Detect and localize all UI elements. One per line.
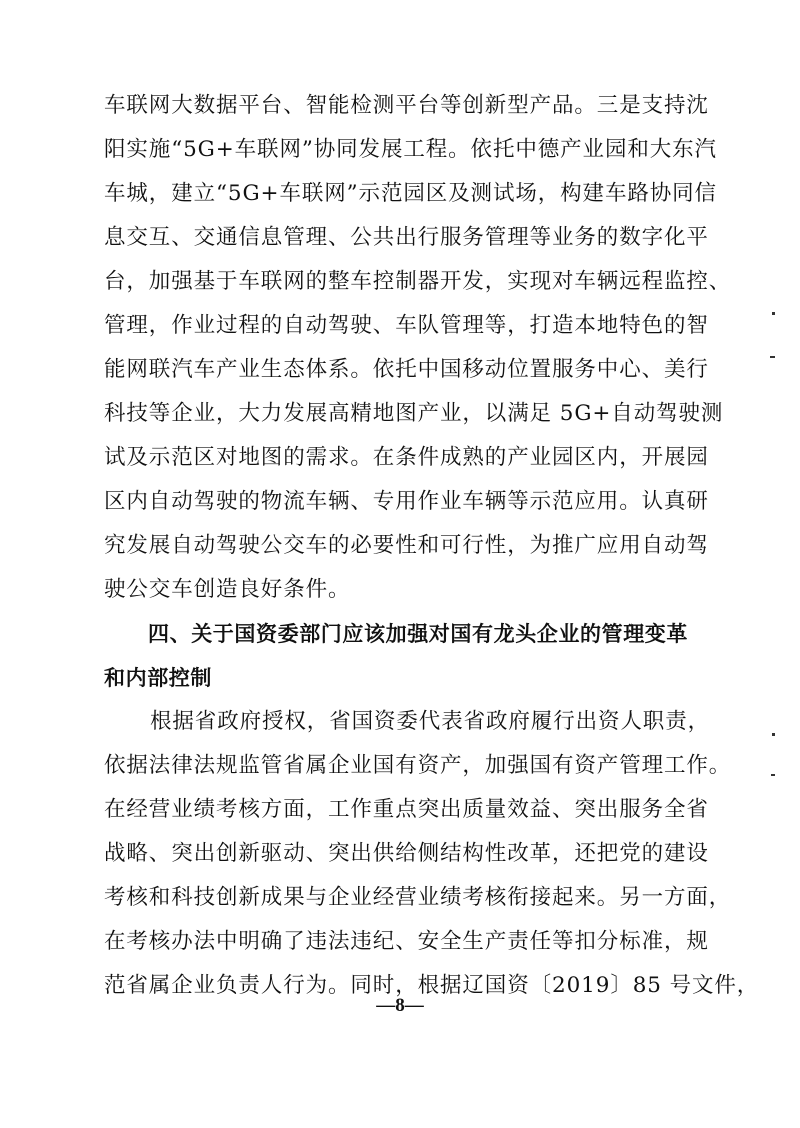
page-number: —8— — [376, 995, 424, 1016]
scan-mark — [772, 733, 775, 736]
paragraph-line: 管理，作业过程的自动驾驶、车队管理等，打造本地特色的智 — [104, 313, 709, 338]
paragraph-line: 台，加强基于车联网的整车控制器开发，实现对车辆远程监控、 — [104, 269, 732, 294]
section-heading: 四、关于国资委部门应该加强对国有龙头企业的管理变革 — [148, 622, 688, 646]
paragraph-line: 能网联汽车产业生态体系。依托中国移动位置服务中心、美行 — [104, 357, 709, 382]
paragraph-line: 战略、突出创新驱动、突出供给侧结构性改革，还把党的建设 — [104, 841, 709, 866]
paragraph-line: 范省属企业负责人行为。同时，根据辽国资〔2019〕85 号文件， — [104, 973, 760, 998]
paragraph-line: 根据省政府授权，省国资委代表省政府履行出资人职责， — [150, 709, 711, 734]
paragraph-line: 依据法律法规监管省属企业国有资产，加强国有资产管理工作。 — [104, 753, 732, 778]
paragraph-line: 驶公交车创造良好条件。 — [104, 577, 351, 602]
paragraph-line: 考核和科技创新成果与企业经营业绩考核衔接起来。另一方面， — [104, 885, 732, 910]
paragraph-line: 在考核办法中明确了违法违纪、安全生产责任等扣分标准，规 — [104, 929, 709, 954]
paragraph-line: 在经营业绩考核方面，工作重点突出质量效益、突出服务全省 — [104, 797, 709, 822]
paragraph-line: 科技等企业，大力发展高精地图产业，以满足 5G+自动驾驶测 — [104, 401, 724, 426]
paragraph-line: 车城，建立“5G+车联网”示范园区及测试场，构建车路协同信 — [104, 181, 717, 206]
paragraph-line: 究发展自动驾驶公交车的必要性和可行性，为推广应用自动驾 — [104, 533, 709, 558]
scan-mark — [771, 774, 775, 776]
scan-mark — [772, 312, 775, 315]
scan-mark — [770, 356, 775, 358]
paragraph-line: 区内自动驾驶的物流车辆、专用作业车辆等示范应用。认真研 — [104, 489, 709, 514]
paragraph-line: 阳实施“5G+车联网”协同发展工程。依托中德产业园和大东汽 — [104, 137, 717, 162]
paragraph-line: 试及示范区对地图的需求。在条件成熟的产业园区内，开展园 — [104, 445, 709, 470]
paragraph-line: 息交互、交通信息管理、公共出行服务管理等业务的数字化平 — [104, 225, 709, 250]
section-heading-continuation: 和内部控制 — [104, 666, 212, 690]
paragraph-line: 车联网大数据平台、智能检测平台等创新型产品。三是支持沈 — [104, 93, 709, 118]
